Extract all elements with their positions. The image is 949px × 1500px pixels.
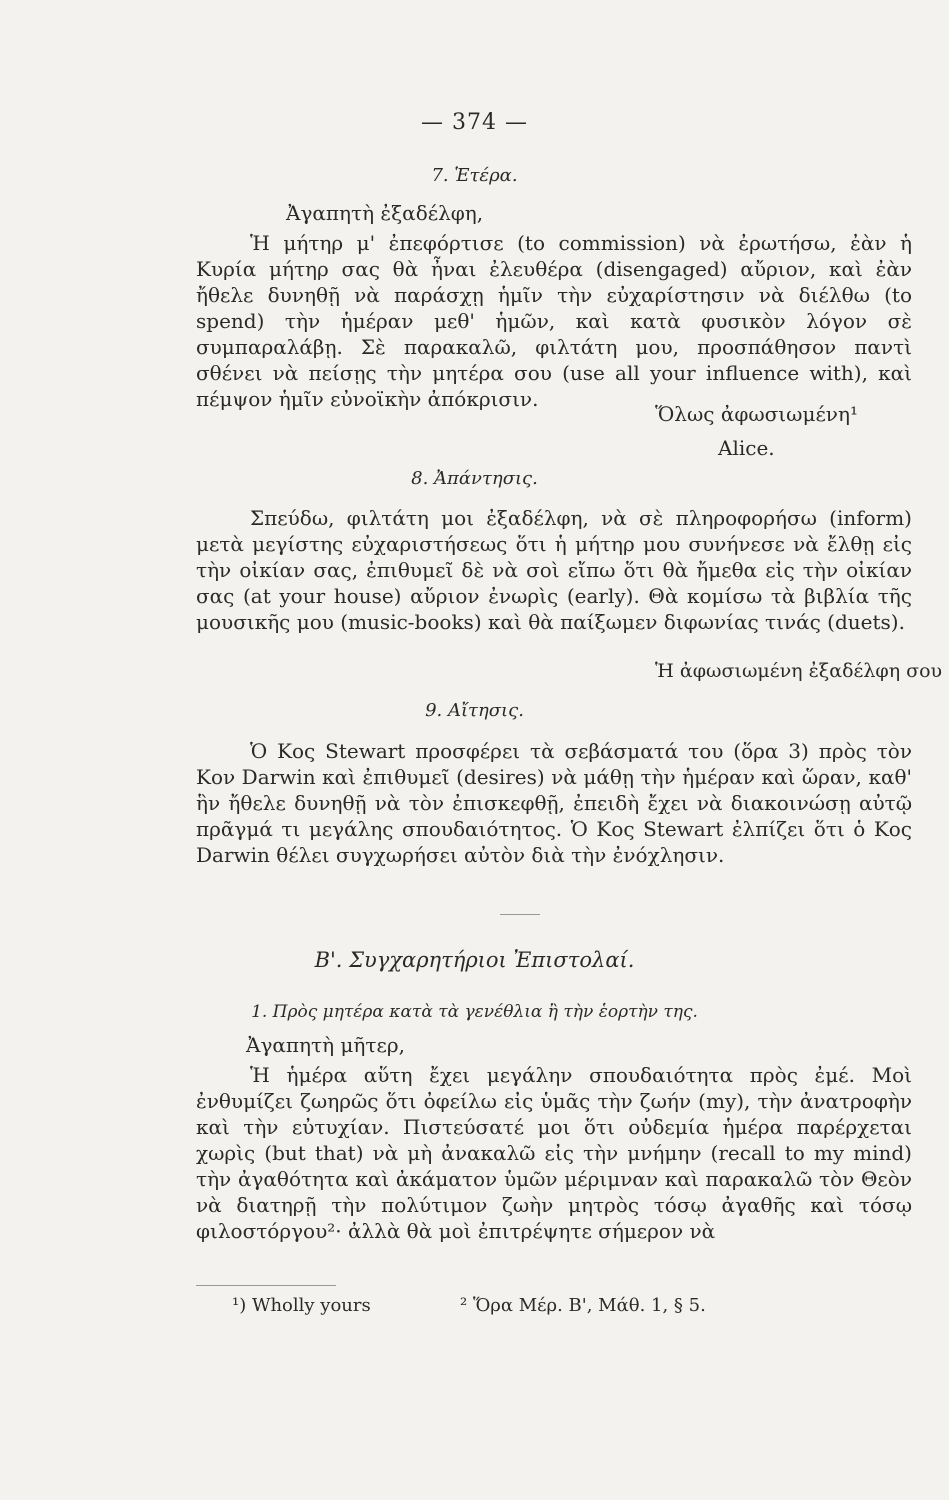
letter-1-heading: 1. Πρὸς μητέρα κατὰ τὰ γενέθλια ἢ τὴν ἑορτὴν της. (251, 1002, 698, 1022)
letter-7-heading: 7. Ἑτέρα. (431, 165, 518, 186)
letter-7-closing: Ὅλως ἀφωσιωμένη¹ (655, 402, 858, 426)
letter-9 (196, 738, 912, 868)
footnote-1: ¹) Wholly yours (232, 1295, 371, 1316)
letter-8-heading: 8. Ἀπάντησις. (411, 468, 538, 489)
letter-8 (196, 505, 912, 635)
letter-7 (196, 200, 912, 412)
letter-7-signature: Alice. (718, 436, 775, 460)
letter-1-greeting: Ἀγαπητὴ μῆτερ, (246, 1033, 405, 1057)
page-number: — 374 — (421, 110, 528, 135)
letter-1 (196, 1032, 912, 1244)
footnote-divider (196, 1285, 336, 1286)
letter-8-closing: Ἡ ἀφωσιωμένη ἐξαδέλφη σου (655, 660, 943, 682)
letter-9-body: Ὁ Κος Stewart προσφέρει τὰ σεβάσματά του (ὅρα 3) πρὸς τὸν Κον Darwin καὶ ἐπιθυμεῖ (desires) νὰ μάθῃ τὴν ἡμέραν καὶ ὥραν, καθ' ἣν ἤθελε δυνηθῇ νὰ τὸν ἐπισκεφθῇ, ἐπειδὴ ἔχει νὰ διακοινώσῃ αὐτῷ πρᾶγμά τι μεγάλης σπουδαιότητος. Ὁ Κος Stewart ἐλπίζει ὅτι ὁ Κος Darwin θέλει συγχωρήσει αὐτὸν διὰ τὴν ἐνόχλησιν. (196, 739, 912, 867)
letter-7-body: Ἡ μήτηρ μ' ἐπεφόρτισε (to commission) νὰ ἐρωτήσω, ἐὰν ἡ Κυρία μήτηρ σας θὰ ἦναι ἐλευθέρα (disengaged) αὔριον, καὶ ἐὰν ἤθελε δυνηθῇ νὰ παράσχῃ ἡμῖν τὴν εὐχαρίστησιν νὰ διέλθω (to spend) τὴν ἡμέραν μεθ' ἡμῶν, καὶ κατὰ φυσικὸν λόγον σὲ συμπαραλάβῃ. Σὲ παρακαλῶ, φιλτάτη μου, προσπάθησον παντὶ σθένει νὰ πείσῃς τὴν μητέρα σου (use all your influence with), καὶ πέμψον ἡμῖν εὐνοϊκὴν ἀπόκρισιν. (196, 231, 912, 411)
footnote-2: ² Ὅρα Μέρ. Β', Μάθ. 1, § 5. (460, 1295, 706, 1316)
section-b-title: Β'. Συγχαρητήριοι Ἐπιστολαί. (314, 948, 635, 972)
letter-7-greeting: Ἀγαπητὴ ἐξαδέλφη, (286, 201, 484, 225)
letter-9-heading: 9. Αἴτησις. (425, 700, 524, 721)
section-divider (500, 914, 540, 915)
letter-8-body: Σπεύδω, φιλτάτη μοι ἐξαδέλφη, νὰ σὲ πληροφορήσω (inform) μετὰ μεγίστης εὐχαριστήσεως ὅτι ἡ μήτηρ μου συνήνεσε νὰ ἔλθῃ εἰς τὴν οἰκίαν σας, ἐπιθυμεῖ δὲ νὰ σοὶ εἴπω ὅτι θὰ ἤμεθα εἰς τὴν οἰκίαν σας (at your house) αὔριον ἐνωρὶς (early). Θὰ κομίσω τὰ βιβλία τῆς μουσικῆς μου (music-books) καὶ θὰ παίξωμεν διφωνίας τινάς (duets). (196, 506, 912, 634)
letter-1-body: Ἡ ἡμέρα αὕτη ἔχει μεγάλην σπουδαιότητα πρὸς ἐμέ. Μοὶ ἐνθυμίζει ζωηρῶς ὅτι ὀφείλω εἰς ὑμᾶς τὴν ζωήν (my), τὴν ἀνατροφὴν καὶ τὴν εὐτυχίαν. Πιστεύσατέ μοι ὅτι οὐδεμία ἡμέρα παρέρχεται χωρὶς (but that) νὰ μὴ ἀνακαλῶ εἰς τὴν μνήμην (recall to my mind) τὴν ἀγαθότητα καὶ ἀκάματον ὑμῶν μέριμναν καὶ παρακαλῶ τὸν Θεὸν νὰ διατηρῇ τὴν πολύτιμον ζωὴν μητρὸς τόσῳ ἀγαθῆς καὶ τόσῳ φιλοστόργου²· ἀλλὰ θὰ μοὶ ἐπιτρέψητε σήμερον νὰ (196, 1063, 912, 1243)
